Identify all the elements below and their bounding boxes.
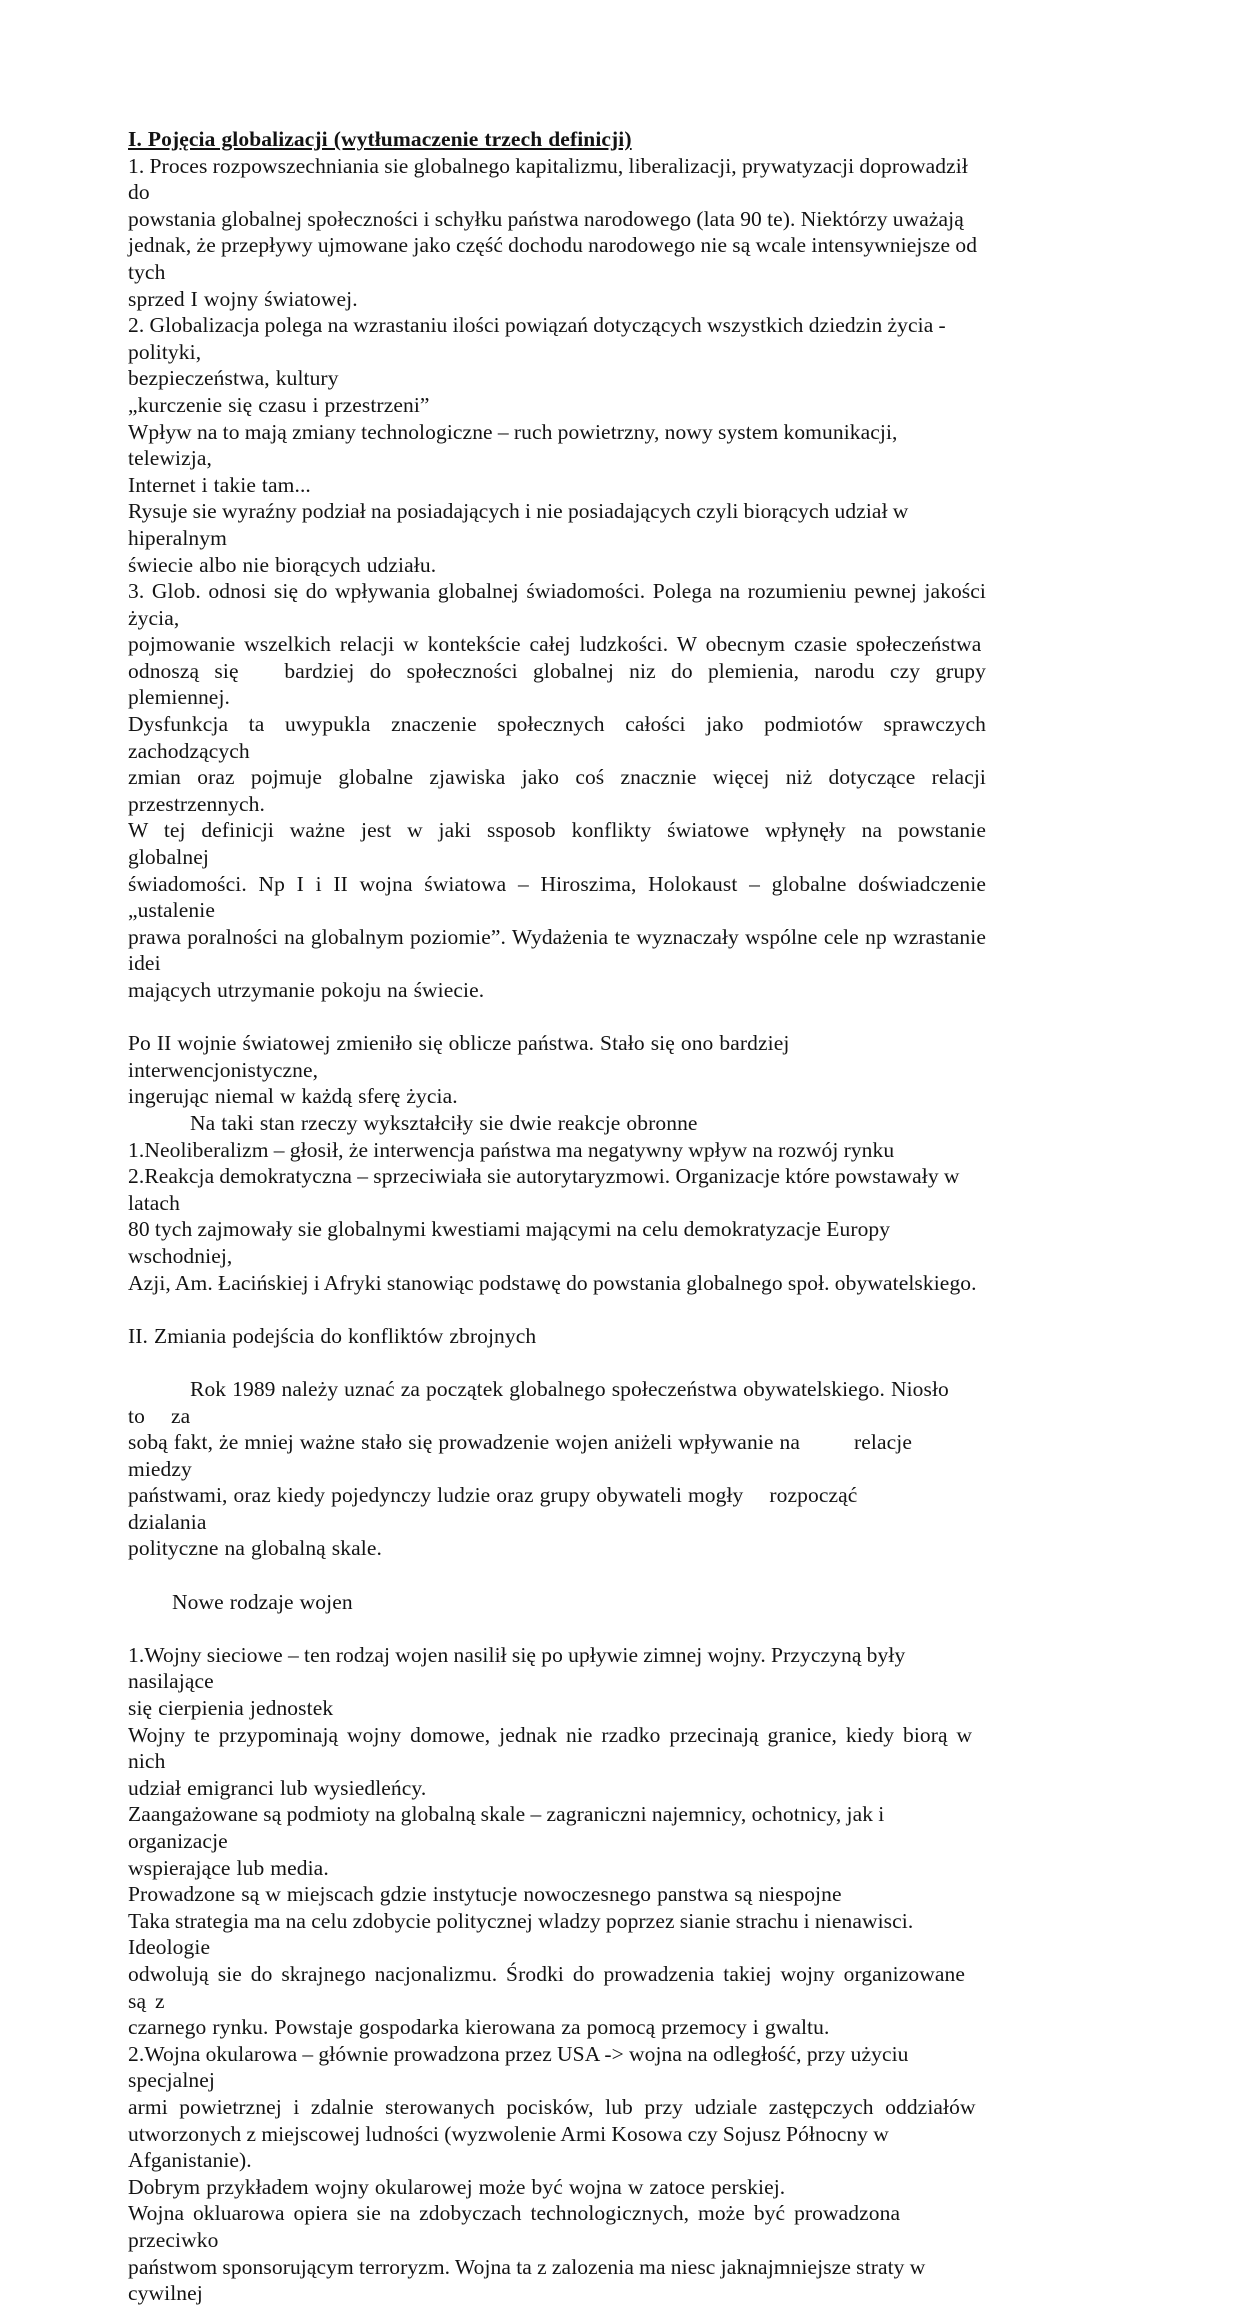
nowe-wojny-line-1: 1.Wojny sieciowe – ten rodzaj wojen nasilił się po upływie zimnej wojny. Przyczyną były nasilające xyxy=(128,1642,911,1694)
definicja-3-line-5: zmian oraz pojmuje globalne zjawiska jako coś znacznie więcej niż dotyczące relacji przestrzennych. xyxy=(128,765,992,816)
paragraph-spacer-2 xyxy=(128,1296,986,1323)
section-2-para-line-3-c: dzialania xyxy=(128,1509,207,1534)
nowe-wojny-line-11: 2.Wojna okularowa – głównie prowadzona przez USA -> wojna na odległość, przy użyciu specjalnej xyxy=(128,2041,914,2093)
definicja-3-line-4: Dysfunkcja ta uwypukla znaczenie społecznych całości jako podmiotów sprawczych zachodzących xyxy=(128,712,995,763)
section-2-para-line-2-a: sobą fakt, że mniej ważne stało się prowadzenie wojen aniżeli wpływanie na xyxy=(128,1430,800,1455)
section-1-line-6: bezpieczeństwa, kultury xyxy=(128,366,339,391)
paragraph-spacer-4 xyxy=(128,1562,986,1589)
section-2-para-line-1-c: za xyxy=(170,1403,191,1428)
section-2-para-line-1-a: Rok 1989 należy uznać za początek globalnego społeczeństwa obywatelskiego. Niosło xyxy=(190,1376,949,1401)
section-2-para-line-2 xyxy=(128,1429,986,1482)
nowe-wojny-line-14: Dobrym przykładem wojny okularowej może być wojna w zatoce perskiej. xyxy=(128,2174,786,2199)
section-1-line-9: Internet i takie tam... xyxy=(128,472,311,497)
definicja-3-line-1: 3. Glob. odnosi się do wpływania globalnej świadomości. Polega na rozumieniu pewnej jakości życia, xyxy=(128,579,992,630)
section-1-line-2: powstania globalnej społeczności i schyłku państwa narodowego (lata 90 te). Niektórzy uważają xyxy=(128,206,964,231)
paragraph-spacer-1 xyxy=(128,1004,986,1031)
section-globalizacja xyxy=(128,126,986,578)
section-1-line-7: „kurczenie się czasu i przestrzeni” xyxy=(128,392,430,417)
section-1-line-4: sprzed I wojny światowej. xyxy=(128,286,358,311)
section-1-line-11: świecie albo nie biorących udziału. xyxy=(128,552,437,577)
nowe-wojny-line-16: państwom sponsorującym terroryzm. Wojna ta z zalozenia ma niesc jaknajmniejsze straty w cywilnej xyxy=(128,2254,931,2306)
section-2-para-line-3 xyxy=(128,1482,986,1535)
nowe-wojny-line-7: Prowadzone są w miejscach gdzie instytucje nowoczesnego panstwa są niespojne xyxy=(128,1882,842,1907)
section-2-para-line-1-b: to xyxy=(128,1403,145,1428)
nowe-wojny-line-5: Zaangażowane są podmioty na globalną skale – zagraniczni najemnicy, ochotnicy, jak i organizacje xyxy=(128,1802,890,1853)
nowe-wojny-line-12: armi powietrznej i zdalnie sterowanych pocisków, lub przy udziale zastępczych oddziałów xyxy=(128,2094,976,2119)
paragraph-spacer-3 xyxy=(128,1349,986,1376)
section-1-line-10: Rysuje sie wyraźny podział na posiadających i nie posiadających czyli biorących udział w hiperalnym xyxy=(128,499,914,550)
powojenna-line-1-part-b: interwencjonistyczne, xyxy=(128,1057,319,1082)
powojenna-line-1 xyxy=(128,1030,986,1083)
powojenna-line-3-text: Na taki stan rzeczy wykształciły sie dwie reakcje obronne xyxy=(190,1110,698,1135)
nowe-wojny-line-13: utworzonych z miejscowej ludności (wyzwolenie Armi Kosowa czy Sojusz Północny w Afganistanie). xyxy=(128,2121,893,2173)
nowe-wojny-line-8: Taka strategia ma na celu zdobycie politycznej wladzy poprzez sianie strachu i nienawisci. Ideologie xyxy=(128,1908,919,1960)
section-2-para-line-2-c: miedzy xyxy=(128,1456,192,1481)
nowe-wojny-heading xyxy=(128,1589,986,1616)
definicja-3-line-6: W tej definicji ważne jest w jaki ssposob konflikty światowe wpłynęły na powstanie globalnej xyxy=(128,818,995,870)
section-1-line-5: 2. Globalizacja polega na wzrastaniu ilości powiązań dotyczących wszystkich dziedzin życia -polityki, xyxy=(128,313,946,364)
section-1-line-8: Wpływ na to mają zmiany technologiczne – ruch powietrzny, nowy system komunikacji, telewizja, xyxy=(128,419,903,471)
reakcja-item-2-line-1: 2.Reakcja demokratyczna – sprzeciwiała sie autorytaryzmowi. Organizacje które powstawały w latach xyxy=(128,1164,965,1215)
nowe-wojny-line-4: udział emigranci lub wysiedleńcy. xyxy=(128,1775,427,1800)
nowe-wojny-line-9: odwolują sie do skrajnego nacjonalizmu. Środki do prowadzenia takiej wojny organizowane są z xyxy=(128,1961,974,2013)
reakcja-item-2-line-3: Azji, Am. Łacińskiej i Afryki stanowiąc podstawę do powstania globalnego społ. obywatelskiego. xyxy=(128,1270,977,1295)
section-definicja-3 xyxy=(128,578,995,1004)
definicja-3-line-9: mających utrzymanie pokoju na świecie. xyxy=(128,978,485,1002)
section-nowe-rodzaje-wojen xyxy=(128,1589,986,2307)
section-1-line-1: 1. Proces rozpowszechniania sie globalnego kapitalizmu, liberalizacji, prywatyzacji doprowadził do xyxy=(128,153,974,205)
section-1-line-3: jednak, że przepływy ujmowane jako część dochodu narodowego nie są wcale intensywniejsze od tych xyxy=(128,233,983,284)
section-1-heading: I. Pojęcia globalizacji (wytłumaczenie trzech definicji) xyxy=(128,127,632,151)
section-2-para-line-2-b: relacje xyxy=(853,1430,912,1455)
nowe-wojny-heading-text: Nowe rodzaje wojen xyxy=(172,1589,353,1614)
definicja-3-line-7: świadomości. Np I i II wojna światowa – Hiroszima, Holokaust – globalne doświadczenie „ustalenie xyxy=(128,871,992,923)
nowe-wojny-line-15: Wojna okluarowa opiera sie na zdobyczach technologicznych, może być prowadzona przeciwko xyxy=(128,2201,910,2252)
section-2-heading: II. Zmiania podejścia do konfliktów zbrojnych xyxy=(128,1323,537,1348)
nowe-wojny-line-3: Wojny te przypominają wojny domowe, jednak nie rzadko przecinają granice, kiedy biorą w nich xyxy=(128,1722,982,1774)
reakcja-item-1: 1.Neoliberalizm – głosił, że interwencja państwa ma negatywny wpływ na rozwój rynku xyxy=(128,1137,895,1162)
nowe-wojny-line-10: czarnego rynku. Powstaje gospodarka kierowana za pomocą przemocy i gwaltu. xyxy=(128,2015,830,2040)
section-2-para-line-1 xyxy=(128,1376,986,1429)
reakcja-item-2-line-2: 80 tych zajmowały sie globalnymi kwestiami mającymi na celu demokratyzacje Europy wschodniej, xyxy=(128,1217,896,1268)
powojenna-line-1-part-a: Po II wojnie światowej zmieniło się oblicze państwa. Stało się ono bardziej xyxy=(128,1031,790,1056)
nowe-wojny-line-6: wspierające lub media. xyxy=(128,1855,329,1880)
definicja-3-line-2: pojmowanie wszelkich relacji w kontekście całej ludzkości. W obecnym czasie społeczeństwa xyxy=(128,632,982,657)
nowe-wojny-line-2: się cierpienia jednostek xyxy=(128,1696,334,1721)
document-body xyxy=(128,126,995,2307)
section-2-para-line-3-b: rozpocząć xyxy=(769,1483,858,1508)
section-konflikty-zbrojne xyxy=(128,1323,986,1562)
definicja-3-line-8: prawa poralności na globalnym poziomie”. Wydażenia te wyznaczały wspólne cele np wzrastanie idei xyxy=(128,924,992,976)
section-powojenna xyxy=(128,1030,986,1296)
powojenna-line-3 xyxy=(128,1110,986,1137)
paragraph-spacer-5 xyxy=(128,1615,986,1642)
section-2-para-line-3-a: państwami, oraz kiedy pojedynczy ludzie oraz grupy obywateli mogły xyxy=(128,1483,744,1508)
powojenna-line-2: ingerując niemal w każdą sferę życia. xyxy=(128,1084,458,1109)
definicja-3-line-3: odnoszą się bardziej do społeczności globalnej niz do plemienia, narodu czy grupy plemiennej. xyxy=(128,658,995,710)
section-2-para-line-4: polityczne na globalną skale. xyxy=(128,1536,382,1561)
